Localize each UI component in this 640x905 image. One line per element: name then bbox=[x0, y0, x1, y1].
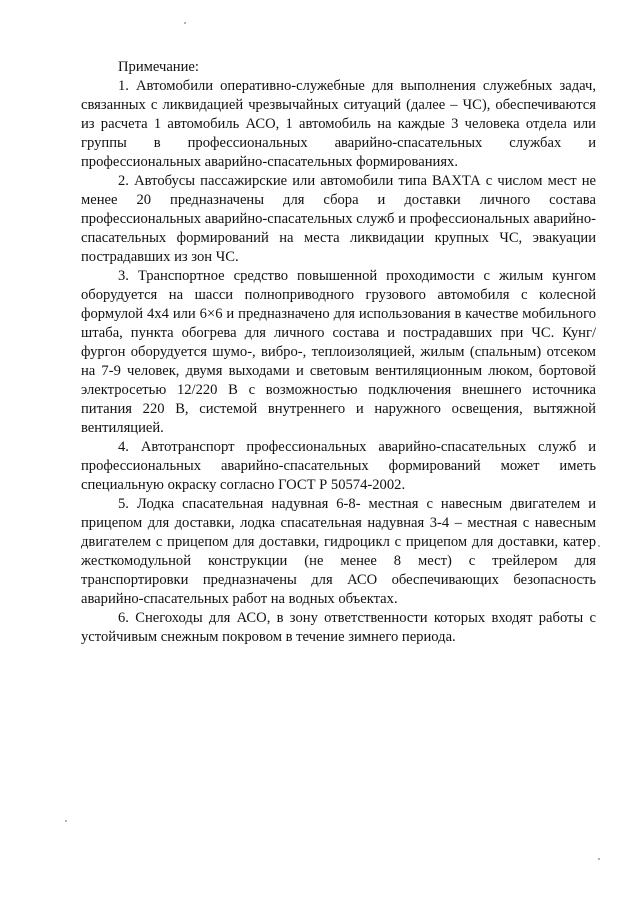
note-paragraph-2: 2. Автобусы пассажирские или автомобили типа ВАХТА с числом мест не менее 20 предназначены для сбора и доставки личного состава профессиональных аварийно-спасательных служб и профессиональных аварийно-спасательных формирований на места ликвидации крупных ЧС, эвакуации пострадавших из зон ЧС. bbox=[81, 173, 596, 265]
note-text-block bbox=[81, 58, 596, 647]
note-paragraph-3: 3. Транспортное средство повышенной проходимости с жилым кунгом оборудуется на шасси полноприводного грузового автомобиля с колесной формулой 4х4 или 6×6 и предназначено для использования в качестве мобильного штаба, пункта обогрева для личного состава и пострадавших при ЧС. Кунг/фургон оборудуется шумо-, вибро-, теплоизоляцией, жилым (спальным) отсеком на 7-9 человек, двумя выходами и световым вентиляционным люком, бортовой электросетью 12/220 В с возможностью подключения внешнего источника питания 220 В, системой внутреннего и наружного освещения, вытяжной вентиляцией. bbox=[81, 268, 596, 436]
note-paragraph-5: 5. Лодка спасательная надувная 6-8- местная с навесным двигателем и прицепом для доставки, лодка спасательная надувная 3-4 – местная с навесным двигателем с прицепом для доставки, гидроцикл с прицепом для доставки, катер жесткомодульной конструкции (не менее 8 мест) с трейлером для транспортировки предназначены для АСО обеспечивающих безопасность аварийно-спасательных работ на водных объектах. bbox=[81, 496, 596, 607]
scan-speck bbox=[598, 858, 600, 860]
note-paragraph-4: 4. Автотранспорт профессиональных аварийно-спасательных служб и профессиональных аварийно-спасательных формирований может иметь специальную окраску согласно ГОСТ Р 50574-2002. bbox=[81, 439, 596, 493]
note-paragraph-6: 6. Снегоходы для АСО, в зону ответственности которых входят работы с устойчивым снежным покровом в течение зимнего периода. bbox=[81, 610, 596, 645]
scan-speck bbox=[598, 545, 600, 547]
note-paragraph-1: 1. Автомобили оперативно-служебные для выполнения служебных задач, связанных с ликвидацией чрезвычайных ситуаций (далее – ЧС), обеспечиваются из расчета 1 автомобиль АСО, 1 автомобиль на каждые 3 человека отдела или группы в профессиональных аварийно-спасательных службах и профессиональных аварийно-спасательных формированиях. bbox=[81, 78, 596, 170]
scan-speck bbox=[184, 22, 186, 24]
note-heading: Примечание: bbox=[118, 59, 199, 75]
scan-speck bbox=[65, 820, 67, 822]
